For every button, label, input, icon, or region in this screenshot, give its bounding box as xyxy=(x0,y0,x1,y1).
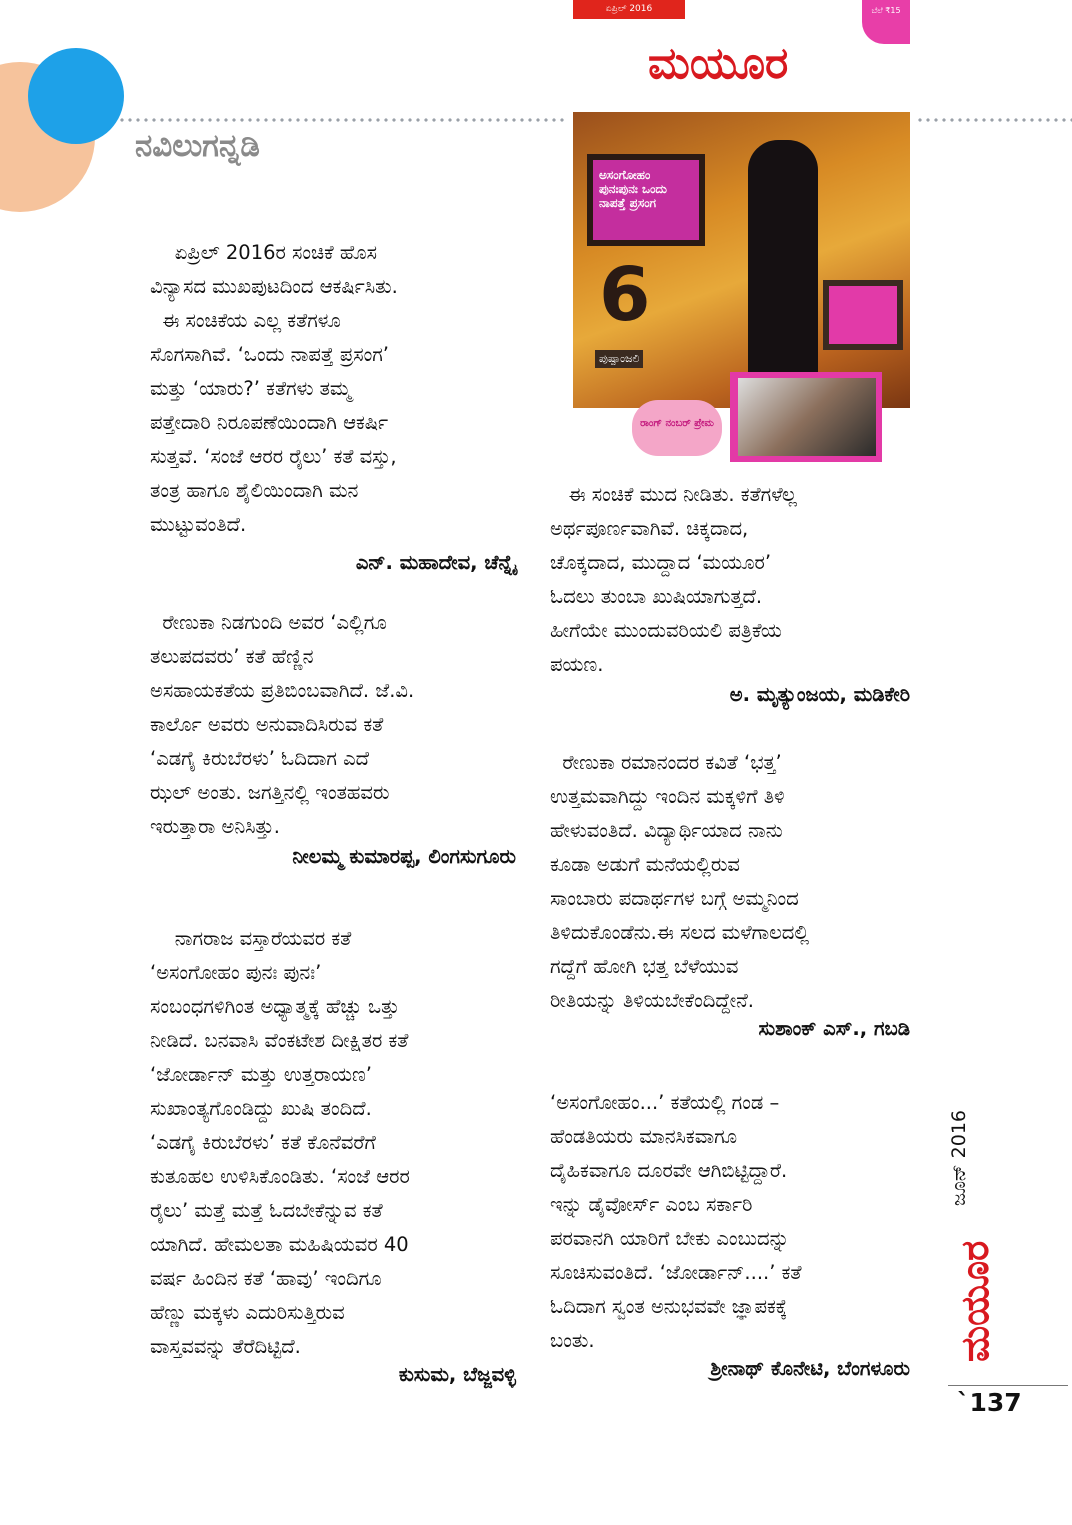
letter-line: ಸೊಗಸಾಗಿವೆ. ‘ಒಂದು ನಾಪತ್ತೆ ಪ್ರಸಂಗ’ xyxy=(150,343,389,366)
side-logo-text: ಮಯೂರ xyxy=(952,1240,997,1362)
letter-line: ಮತ್ತು ‘ಯಾರು?’ ಕತೆಗಳು ತಮ್ಮ xyxy=(150,377,352,400)
letter-6 xyxy=(550,1086,802,1358)
cover-heart-text: ರಾಂಗ್ ನಂಬರ್ ಪ್ರೇಮ xyxy=(640,418,714,429)
cover-date-bar xyxy=(573,0,685,19)
letter-line: ಏಪ್ರಿಲ್ 2016ರ ಸಂಚಿಕೆ ಹೊಸ xyxy=(150,241,377,264)
side-date-text: ಜೂನ್ 2016 xyxy=(948,1109,970,1206)
letter-line: ‘ಅಸಂಗೋಹಂ...’ ಕತೆಯಲ್ಲಿ ಗಂಡ – xyxy=(550,1091,780,1114)
page-number: `137 xyxy=(957,1388,1022,1417)
letter-line: ಉತ್ತಮವಾಗಿದ್ದು ಇಂದಿನ ಮಕ್ಕಳಿಗೆ ತಿಳಿ xyxy=(550,785,785,808)
letter-line: ಪತ್ತೇದಾರಿ ನಿರೂಪಣೆಯಿಂದಾಗಿ ಆಕರ್ಷಿ xyxy=(150,411,389,434)
letter-line: ರೈಲು’ ಮತ್ತೆ ಮತ್ತೆ ಓದಬೇಕೆನ್ನುವ ಕತೆ xyxy=(150,1199,383,1222)
letter-line: ಹೆಣ್ಣು ಮಕ್ಕಳು ಎದುರಿಸುತ್ತಿರುವ xyxy=(150,1301,345,1324)
letter-line: ಸುತ್ತವೆ. ‘ಸಂಜೆ ಆರರ ರೈಲು’ ಕತೆ ವಸ್ತು, xyxy=(150,445,397,468)
letter-line: ‘ಅಸಂಗೋಹಂ ಪುನಃ ಪುನಃ’ xyxy=(150,961,322,984)
letter-line: ಕಾರ್ಲೊ ಅವರು ಅನುವಾದಿಸಿರುವ ಕತೆ xyxy=(150,713,384,736)
letter-line: ಇರುತ್ತಾರಾ ಅನಿಸಿತ್ತು. xyxy=(150,815,280,838)
letter-line: ವರ್ಷ ಹಿಂದಿನ ಕತೆ ‘ಹಾವು’ ಇಂದಿಗೂ xyxy=(150,1267,382,1290)
dotted-rule-right xyxy=(916,117,1072,123)
letter-line: ‘ಎಡಗೈ ಕಿರುಬೆರಳು’ ಕತೆ ಕೊನೆವರೆಗೆ xyxy=(150,1131,376,1154)
letter-line: ಕುತೂಹಲ ಉಳಿಸಿಕೊಂಡಿತು. ‘ಸಂಜೆ ಆರರ xyxy=(150,1165,410,1188)
cover-price-tab xyxy=(862,0,910,44)
letter-4-signature: ಅ. ಮೃತ್ಯುಂಜಯ, ಮಡಿಕೇರಿ xyxy=(729,683,910,706)
cover-caption: ಪುಷ್ಪಾಂಜಲಿ xyxy=(595,350,643,368)
letter-line: ಗದ್ದೆಗೆ ಹೋಗಿ ಭತ್ತ ಬೆಳೆಯುವ xyxy=(550,955,739,978)
cover-heart-badge xyxy=(632,400,722,456)
letter-line: ಸಂಬಂಧಗಳಿಗಿಂತ ಅಧ್ಯಾತ್ಮಕ್ಕೆ ಹೆಚ್ಚು ಒತ್ತು xyxy=(150,995,400,1018)
letter-line: ಅರ್ಥಪೂರ್ಣವಾಗಿವೆ. ಚಿಕ್ಕದಾದ, xyxy=(550,517,749,540)
letter-1 xyxy=(150,236,398,542)
letter-5-signature: ಸುಶಾಂಕ್ ಎಸ್., ಗಬಡಿ xyxy=(758,1017,910,1040)
letter-line: ಚೊಕ್ಕದಾದ, ಮುದ್ದಾದ ‘ಮಯೂರ’ xyxy=(550,551,772,574)
letter-line: ಈ ಸಂಚಿಕೆಯ ಎಲ್ಲ ಕತೆಗಳೂ xyxy=(150,309,341,332)
letter-line: ಹೀಗೆಯೇ ಮುಂದುವರಿಯಲಿ ಪತ್ರಿಕೆಯ xyxy=(550,619,782,642)
letter-line: ನಾಗರಾಜ ವಸ್ತಾರೆಯವರ ಕತೆ xyxy=(150,927,352,950)
letter-line: ಹೆಂಡತಿಯರು ಮಾನಸಿಕವಾಗೂ xyxy=(550,1125,738,1148)
letter-line: ಮುಟ್ಟುವಂತಿದೆ. xyxy=(150,513,247,536)
decorative-blue-circle xyxy=(28,48,124,144)
cover-figure-silhouette xyxy=(748,140,818,400)
letter-line: ಪಯಣ. xyxy=(550,653,604,676)
letter-line: ‘ಎಡಗೈ ಕಿರುಬೆರಳು’ ಓದಿದಾಗ ಎದೆ xyxy=(150,747,370,770)
letter-line: ತಲುಪದವರು’ ಕತೆ ಹೆಣ್ಣಿನ xyxy=(150,645,314,668)
letter-5 xyxy=(550,746,809,1018)
letter-line: ತಿಳಿದುಕೊಂಡೆನು.ಈ ಸಲದ ಮಳೆಗಾಲದಲ್ಲಿ xyxy=(550,921,810,944)
footer-rule xyxy=(948,1385,1068,1386)
letter-line: ಹೇಳುವಂತಿದೆ. ವಿದ್ಯಾರ್ಥಿಯಾದ ನಾನು xyxy=(550,819,783,842)
letter-line: ವಾಸ್ತವವನ್ನು ತೆರೆದಿಟ್ಟಿದೆ. xyxy=(150,1335,301,1358)
cover-image xyxy=(573,112,910,408)
letter-line: ಈ ಸಂಚಿಕೆ ಮುದ ನೀಡಿತು. ಕತೆಗಳೆಲ್ಲ xyxy=(550,483,797,506)
cover-inset-photo xyxy=(738,378,876,456)
letter-2 xyxy=(150,606,414,844)
letter-1-signature: ಎನ್. ಮಹಾದೇವ, ಚೆನ್ನೈ xyxy=(355,551,516,574)
letter-line: ‘ಜೋರ್ಡಾನ್ ಮತ್ತು ಉತ್ತರಾಯಣ’ xyxy=(150,1063,372,1086)
letter-line: ಕೂಡಾ ಅಡುಗೆ ಮನೆಯಲ್ಲಿರುವ xyxy=(550,853,740,876)
letter-line: ಇನ್ನು ಡೈವೋರ್ಸ್ ಎಂಬ ಸರ್ಕಾರಿ xyxy=(550,1193,753,1216)
letter-4 xyxy=(550,478,797,682)
letter-line: ಯಾಗಿದೆ. ಹೇಮಲತಾ ಮಹಿಷಿಯವರ 40 xyxy=(150,1233,409,1256)
letter-line: ರೇಣುಕಾ ರಮಾನಂದರ ಕವಿತೆ ‘ಭತ್ತ’ xyxy=(550,751,782,774)
cover-tv-panel-small xyxy=(823,280,903,350)
cover-tv-panel xyxy=(587,154,705,246)
letter-line: ನೀಡಿದೆ. ಬನವಾಸಿ ವೆಂಕಟೇಶ ದೀಕ್ಷಿತರ ಕತೆ xyxy=(150,1029,409,1052)
letter-6-signature: ಶ್ರೀನಾಥ್ ಕೊನೇಟಿ, ಬೆಂಗಳೂರು xyxy=(710,1357,910,1380)
letter-line: ವಿನ್ಯಾಸದ ಮುಖಪುಟದಿಂದ ಆಕರ್ಷಿಸಿತು. xyxy=(150,275,398,298)
cover-inset-photo-frame xyxy=(730,372,882,462)
cover-logo: ಮಯೂರ xyxy=(648,38,789,89)
letter-line: ದೈಹಿಕವಾಗೂ ದೂರವೇ ಆಗಿಬಿಟ್ಟಿದ್ದಾರೆ. xyxy=(550,1159,788,1182)
letter-3 xyxy=(150,922,410,1364)
letter-line: ಸುಖಾಂತ್ಯಗೊಂಡಿದ್ದು ಖುಷಿ ತಂದಿದೆ. xyxy=(150,1097,372,1120)
letter-line: ಸೂಚಿಸುವಂತಿದೆ. ‘ಜೋರ್ಡಾನ್....’ ಕತೆ xyxy=(550,1261,802,1284)
letter-line: ಅಸಹಾಯಕತೆಯ ಪ್ರತಿಬಿಂಬವಾಗಿದೆ. ಜೆ.ವಿ. xyxy=(150,679,415,702)
letter-line: ರೇಣುಕಾ ನಿಡಗುಂದಿ ಅವರ ‘ಎಲ್ಲಿಗೂ xyxy=(150,611,387,634)
cover-price-text: ಬೆಲೆ ₹15 xyxy=(871,6,901,15)
letter-line: ರೀತಿಯನ್ನು ತಿಳಿಯಬೇಕೆಂದಿದ್ದೇನೆ. xyxy=(550,989,754,1012)
letter-line: ಬಂತು. xyxy=(550,1329,595,1352)
letter-line: ತಂತ್ರ ಹಾಗೂ ಶೈಲಿಯಿಂದಾಗಿ ಮನ xyxy=(150,479,359,502)
side-logo xyxy=(952,1240,997,1362)
side-date xyxy=(948,1109,982,1238)
letter-line: ಓದಲು ತುಂಬಾ ಖುಷಿಯಾಗುತ್ತದೆ. xyxy=(550,585,763,608)
letter-line: ಪರವಾನಗಿ ಯಾರಿಗೆ ಬೇಕು ಎಂಬುದನ್ನು xyxy=(550,1227,790,1250)
cover-date-text: ಏಪ್ರಿಲ್ 2016 xyxy=(605,4,653,14)
letter-line: ಝಲ್ ಅಂತು. ಜಗತ್ತಿನಲ್ಲಿ ಇಂತಹವರು xyxy=(150,781,390,804)
cover-tv-text: ಅಸಂಗೋಹಂ ಪುನಃಪುನಃ ಒಂದು ನಾಪತ್ತೆ ಪ್ರಸಂಗ xyxy=(599,168,667,210)
letter-line: ಸಾಂಬಾರು ಪದಾರ್ಥಗಳ ಬಗ್ಗೆ ಅಮ್ಮನಿಂದ xyxy=(550,887,799,910)
dotted-rule-left xyxy=(118,117,566,123)
cover-number-six: 6 xyxy=(599,252,651,338)
section-title: ನವಿಲುಗನ್ನಡಿ xyxy=(135,128,260,164)
letter-2-signature: ನೀಲಮ್ಮ ಕುಮಾರಪ್ಪ, ಲಿಂಗಸುಗೂರು xyxy=(292,845,516,868)
letter-line: ಓದಿದಾಗ ಸ್ವಂತ ಅನುಭವವೇ ಜ್ಞಾಪಕಕ್ಕೆ xyxy=(550,1295,788,1318)
letter-3-signature: ಕುಸುಮ, ಬೆಜ್ಜವಳ್ಳಿ xyxy=(398,1363,516,1386)
